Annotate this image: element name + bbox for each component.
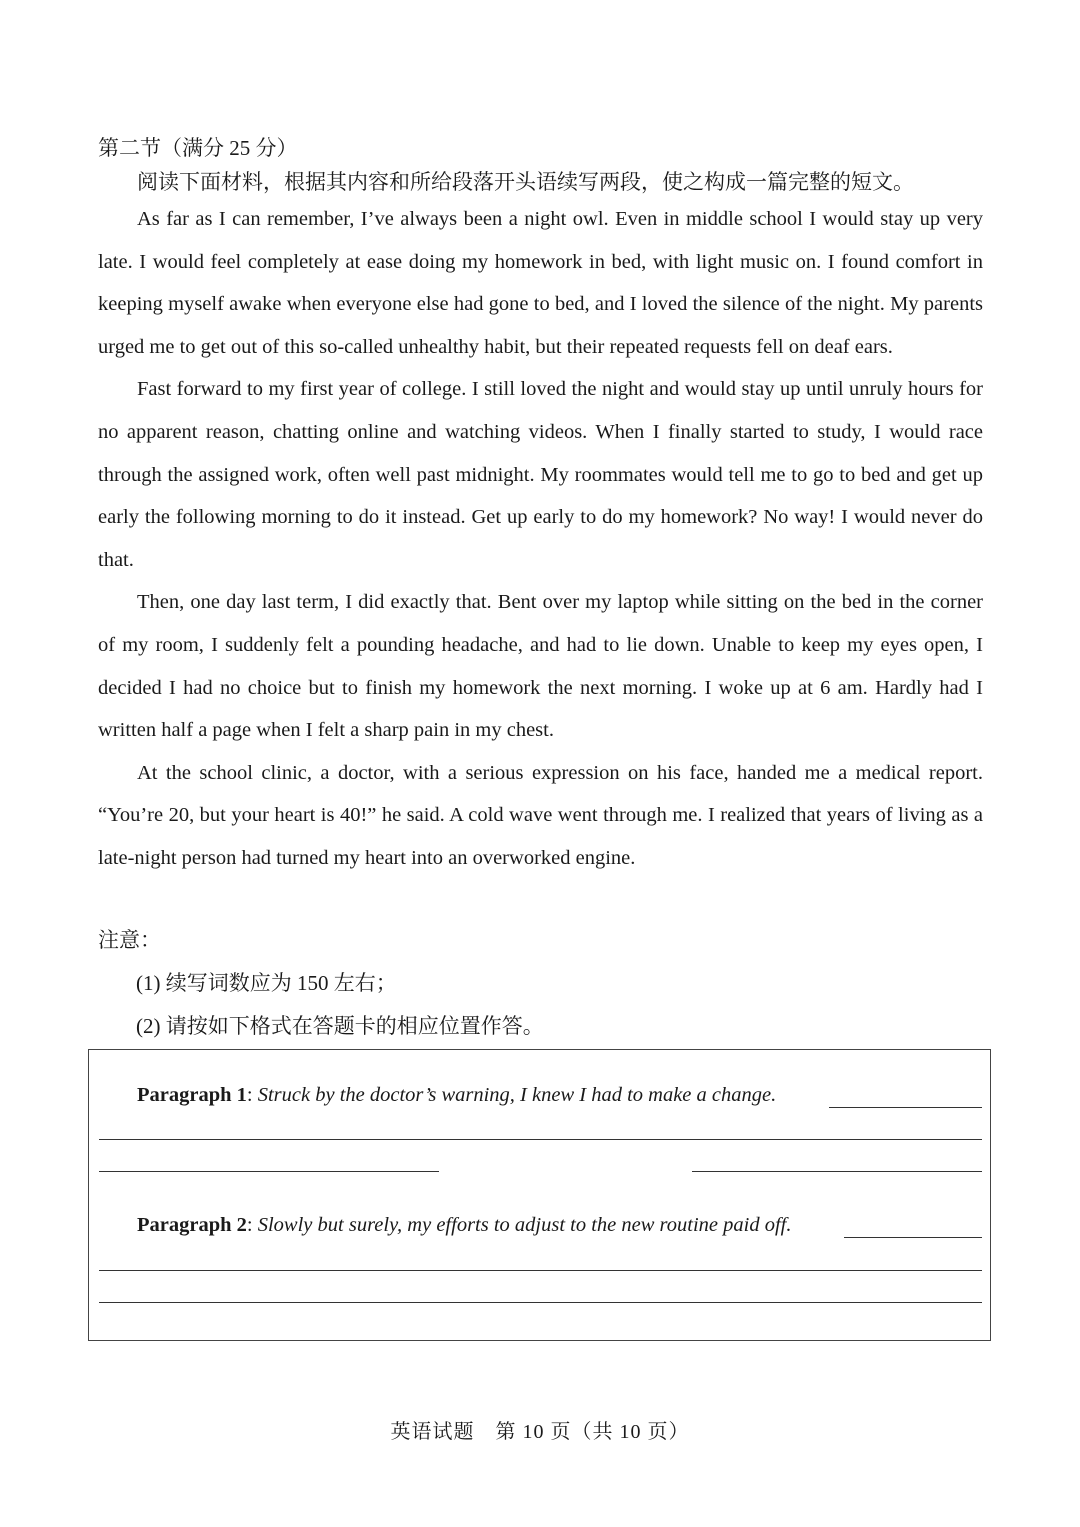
paragraph-2-label: Paragraph 2 xyxy=(137,1214,247,1236)
page-footer: 英语试题 第 10 页（共 10 页） xyxy=(390,1421,690,1443)
paragraph-1-label: Paragraph 1 xyxy=(137,1084,247,1106)
paragraph-1-writing-line-2-left xyxy=(99,1171,439,1172)
paragraph-2-writing-line-2 xyxy=(99,1302,982,1303)
paragraph-2-writing-line-1 xyxy=(99,1270,982,1271)
paragraph-1-writing-line-2-right xyxy=(692,1171,982,1172)
passage-paragraph-2: Fast forward to my first year of college. I still loved the night and would stay up until unruly hours for no apparent reason, chatting online and watching videos. When I finally started to study, I would race through the assigned work, often well past midnight. My roommates would tell me to go to bed and get up early the following morning to do it instead. Get up early to do my homework? No way! I would never do that. xyxy=(98,378,983,571)
paragraph-2-opening-sentence: Slowly but surely, my efforts to adjust to the new routine paid off. xyxy=(257,1214,792,1236)
paragraph-1-writing-line-1 xyxy=(99,1139,982,1140)
notes-section xyxy=(98,920,983,1047)
passage-paragraph-3: Then, one day last term, I did exactly that. Bent over my laptop while sitting on the bed in the corner of my room, I suddenly felt a pounding headache, and had to lie down. Unable to keep my eyes open, I decided I had no choice but to finish my homework the next morning. I woke up at 6 am. Hardly had I written half a page when I felt a sharp pain in my chest. xyxy=(98,591,983,742)
paragraph-2-colon: : xyxy=(246,1214,258,1236)
paragraph-2-prompt xyxy=(137,1214,791,1237)
paragraph-1-blank-tail xyxy=(829,1107,982,1108)
answer-format-box xyxy=(88,1049,991,1341)
passage-paragraph-1: As far as I can remember, I’ve always been a night owl. Even in middle school I would stay up very late. I would feel completely at ease doing my homework in bed, with light music on. I found comfort in keeping myself awake when everyone else had gone to bed, and I loved the silence of the night. My parents urged me to get out of this so-called unhealthy habit, but their repeated requests fell on deaf ears. xyxy=(98,208,983,358)
note-item-1: (1) 续写词数应为 150 左右； xyxy=(136,971,397,995)
reading-passage xyxy=(98,198,983,880)
notes-heading: 注意： xyxy=(98,928,161,952)
paragraph-1-prompt xyxy=(137,1084,776,1107)
note-item-2: (2) 请按如下格式在答题卡的相应位置作答。 xyxy=(136,1013,544,1038)
section-title: 第二节（满分 25 分） xyxy=(98,136,298,160)
instruction-text: 阅读下面材料，根据其内容和所给段落开头语续写两段，使之构成一篇完整的短文。 xyxy=(137,170,914,194)
paragraph-2-blank-tail xyxy=(844,1237,982,1238)
passage-paragraph-4: At the school clinic, a doctor, with a serious expression on his face, handed me a medical report. “You’re 20, but your heart is 40!” he said. A cold wave went through me. I realized that years of living as a late-night person had turned my heart into an overworked engine. xyxy=(98,761,983,869)
paragraph-1-opening-sentence: Struck by the doctor’s warning, I knew I had to make a change. xyxy=(257,1084,777,1106)
paragraph-1-colon: : xyxy=(246,1084,258,1106)
